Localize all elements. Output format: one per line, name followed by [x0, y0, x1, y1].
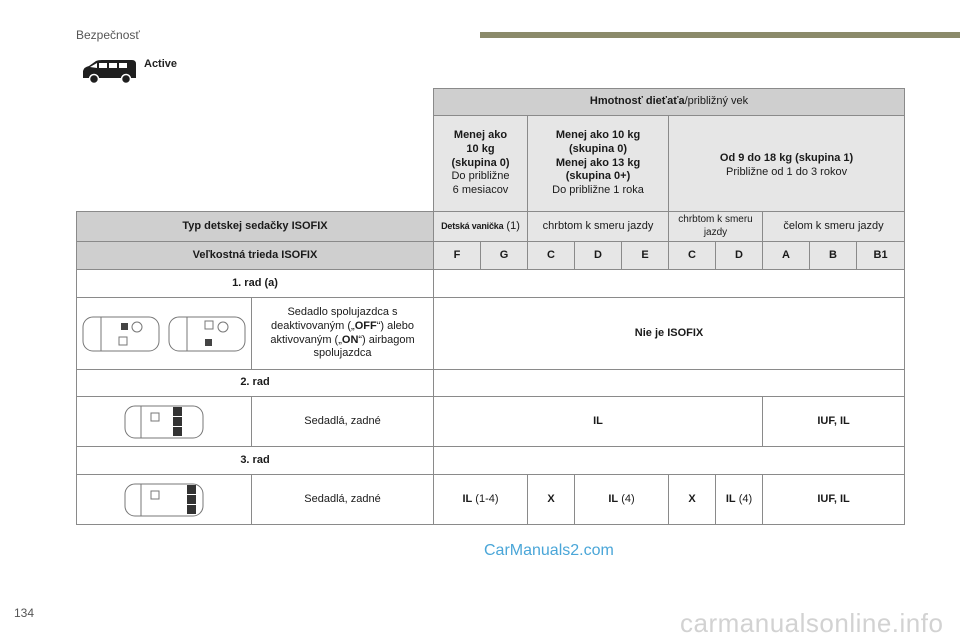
third-row-value: X [528, 475, 575, 525]
isofix-table [76, 88, 905, 525]
third-row-value: IL (4) [716, 475, 763, 525]
car-top-view-icon [123, 402, 205, 442]
weight-header: Hmotnosť dieťaťa/približný vek [434, 89, 905, 116]
size-class: A [763, 242, 810, 270]
forward-facing-cell: čelom k smeru jazdy [763, 212, 905, 242]
section-title: Bezpečnosť [76, 28, 140, 42]
header-bar [480, 32, 960, 38]
group-0plus-header: Menej ako 10 kg (skupina 0) Menej ako 13 kg (skupina 0+) Do približne 1 roka [528, 116, 669, 212]
row-label-third: 3. rad [77, 447, 434, 475]
third-row-value: IUF, IL [763, 475, 905, 525]
group-0-header: Menej ako 10 kg (skupina 0) Do približne 6 mesiacov [434, 116, 528, 212]
second-row-value-a: IL [434, 397, 763, 447]
third-row-value: IL (1-4) [434, 475, 528, 525]
group-1-header: Od 9 do 18 kg (skupina 1) Približne od 1 do 3 rokov [669, 116, 905, 212]
watermark-link[interactable]: CarManuals2.com [484, 542, 614, 559]
footer-site-watermark: carmanualsonline.info [680, 608, 944, 638]
page-number: 134 [14, 606, 35, 620]
size-class: E [622, 242, 669, 270]
size-class: B1 [857, 242, 905, 270]
front-seat-diagram [77, 298, 252, 370]
third-row-diagram [77, 475, 252, 525]
size-class: F [434, 242, 481, 270]
seat-type-label: Typ detskej sedačky ISOFIX [77, 212, 434, 242]
second-row-description: Sedadlá, zadné [252, 397, 434, 447]
third-row-description: Sedadlá, zadné [252, 475, 434, 525]
size-class: B [810, 242, 857, 270]
size-class: G [481, 242, 528, 270]
size-class: D [716, 242, 763, 270]
row-label-first: 1. rad (a) [77, 270, 434, 298]
size-class: D [575, 242, 622, 270]
second-row-value-b: IUF, IL [763, 397, 905, 447]
second-row-diagram [77, 397, 252, 447]
size-class-label: Veľkostná trieda ISOFIX [77, 242, 434, 270]
size-class: C [669, 242, 716, 270]
active-label: Active [144, 58, 178, 70]
third-row-value: IL (4) [575, 475, 669, 525]
front-seat-description: Sedadlo spolujazdca s deaktivovaným („OFF“) alebo aktivovaným („ON“) airbagom spolujazdca [252, 298, 434, 370]
third-row-value: X [669, 475, 716, 525]
size-class: C [528, 242, 575, 270]
carrycot-cell: Detská vanička (1) [434, 212, 528, 242]
rear-facing-cell-2: chrbtom k smeru jazdy [669, 212, 763, 242]
van-icon [80, 58, 138, 86]
car-top-view-icon [123, 480, 205, 520]
not-isofix-cell: Nie je ISOFIX [434, 298, 905, 370]
car-top-view-icon [81, 309, 247, 359]
rear-facing-cell: chrbtom k smeru jazdy [528, 212, 669, 242]
row-label-second: 2. rad [77, 370, 434, 397]
